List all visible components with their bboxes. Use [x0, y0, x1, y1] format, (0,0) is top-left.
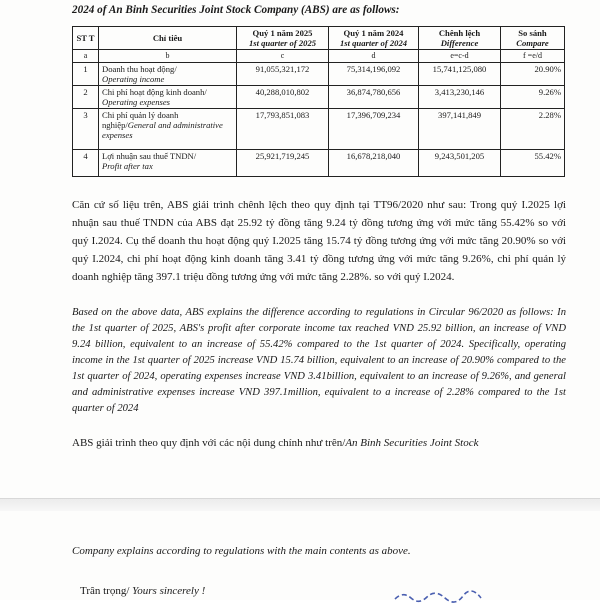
row-compare: 20.90%: [501, 63, 565, 86]
header-stt: ST T: [73, 27, 99, 50]
header-q1-2024: Quý 1 năm 2024 1st quarter of 2024: [329, 27, 419, 50]
table-header-row: [73, 27, 565, 50]
index-b: b: [99, 50, 237, 63]
row-difference: 15,741,125,080: [419, 63, 501, 86]
row-indicator: Lợi nhuận sau thuế TNDN/ Profit after tax: [99, 150, 237, 177]
row-stt: 4: [73, 150, 99, 177]
row-q1-2025: 91,055,321,172: [237, 63, 329, 86]
index-a: a: [73, 50, 99, 63]
index-c: c: [237, 50, 329, 63]
explanation-paragraph-en: Based on the above data, ABS explains the difference according to regulations in Circular 96/2020 as follows: In the 1st quarter of 2025, ABS's profit after corporate income tax reached VND 25.92 billion, an increase of VND 9.24 billion, equivalent to an increase of 55.42% compared to the 1st quarter of 2024. Specifically, operating income in the 1st quarter of 2025 increase VND 15.74 billion, equivalent to an increase of 20.90% compared to the 1st quarter of 2024, operating expenses increase VND 3.41billion, equivalent to an increase of 9.26%, and general and administrative expenses increase VND 397.1million, equivalent to a increase of 2.28% compared to the 1st quarter of 2024: [72, 307, 566, 414]
index-e: e=c-d: [419, 50, 501, 63]
regards-line: Trân trọng/ Yours sincerely !: [80, 585, 206, 597]
table-row: [73, 109, 565, 150]
document-page-2: [0, 511, 600, 600]
row-difference: 3,413,230,146: [419, 86, 501, 109]
row-stt: 2: [73, 86, 99, 109]
row-q1-2024: 36,874,780,656: [329, 86, 419, 109]
header-difference: Chênh lệch Difference: [419, 27, 501, 50]
row-compare: 55.42%: [501, 150, 565, 177]
page-break: [0, 498, 600, 512]
row-difference: 397,141,849: [419, 109, 501, 150]
row-compare: 9.26%: [501, 86, 565, 109]
row-q1-2025: 40,288,010,802: [237, 86, 329, 109]
header-compare: So sánh Compare: [501, 27, 565, 50]
row-q1-2024: 17,396,709,234: [329, 109, 419, 150]
table-index-row: [73, 50, 565, 63]
explanation-paragraph-vn: Căn cứ số liệu trên, ABS giải trình chênh lệch theo quy định tại TT96/2020 như sau: Trong quý I.2025 lợi nhuận sau thuế TNDN của ABS đạt 25.92 tỷ đồng tăng 9.24 tỷ đồng tương ứng với mức tăng 55.42% so với quý I.2024. Cụ thể doanh thu hoạt động quý I.2025 tăng 15.74 tỷ đồng tương ứng với mức tăng 20.90% so với quý I.2024, chi phí hoạt động kinh doanh tăng 3.41 tỷ đồng tương ứng với mức tăng 9.26%, chi phí quản lý doanh nghiệp tăng 397.1 triệu đồng tương ứng với mức tăng 2.28%. so với quý I.2024.: [72, 199, 566, 283]
row-q1-2024: 75,314,196,092: [329, 63, 419, 86]
row-stt: 1: [73, 63, 99, 86]
row-q1-2025: 17,793,851,083: [237, 109, 329, 150]
row-indicator: Doanh thu hoạt động/ Operating income: [99, 63, 237, 86]
row-indicator: Chi phí quản lý doanh nghiệp/General and administrative expenses: [99, 109, 237, 150]
closing-line: ABS giải trình theo quy định với các nội dung chính như trên/An Binh Securities Joint Stock: [72, 437, 479, 449]
row-indicator: Chi phí hoạt động kinh doanh/ Operating expenses: [99, 86, 237, 109]
header-q1-2025: Quý 1 năm 2025 1st quarter of 2025: [237, 27, 329, 50]
index-f: f =e/d: [501, 50, 565, 63]
table-row: [73, 63, 565, 86]
row-difference: 9,243,501,205: [419, 150, 501, 177]
intro-line: 2024 of An Binh Securities Joint Stock Company (ABS) are as follows:: [72, 4, 400, 16]
signature-stamp-icon: [393, 589, 483, 603]
row-q1-2025: 25,921,719,245: [237, 150, 329, 177]
closing-line-continued: Company explains according to regulations with the main contents as above.: [72, 545, 411, 557]
row-q1-2024: 16,678,218,040: [329, 150, 419, 177]
index-d: d: [329, 50, 419, 63]
row-compare: 2.28%: [501, 109, 565, 150]
row-stt: 3: [73, 109, 99, 150]
header-indicator: Chỉ tiêu: [99, 27, 237, 50]
table-row: [73, 86, 565, 109]
financial-comparison-table: [72, 26, 565, 177]
table-row: [73, 150, 565, 177]
